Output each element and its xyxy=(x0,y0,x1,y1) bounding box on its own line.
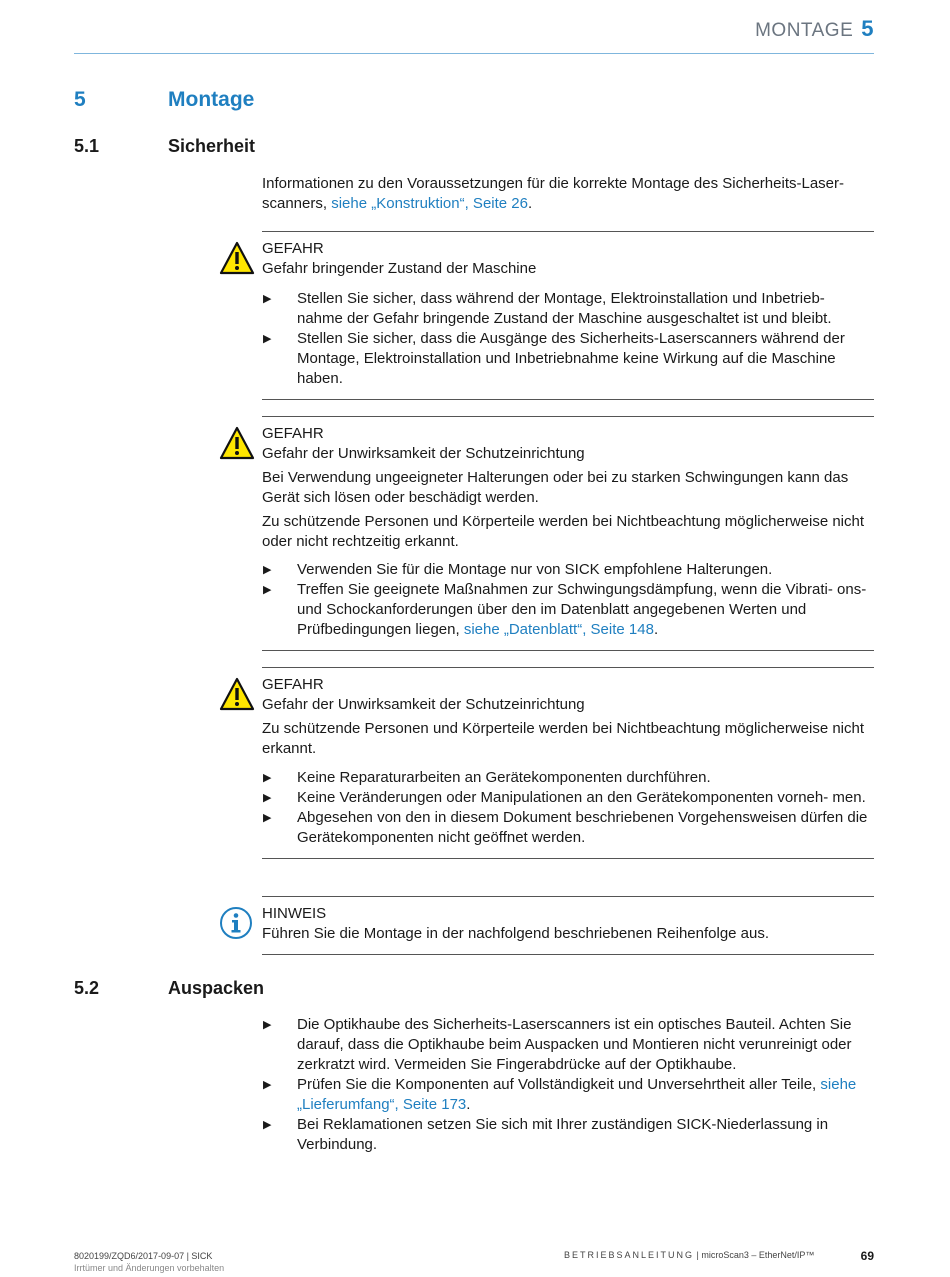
info-notice xyxy=(262,896,874,955)
list-item: ▶ Die Optikhaube des Sicherheits-Laserscanners ist ein optisches Bauteil. Achten Sie darauf, dass die Optikhaube beim Auspacken und Montieren nicht verunreinigt oder zerkratzt wird. Vermeiden Sie Fingerabdrücke auf der Optikhaube. xyxy=(262,1015,874,1075)
section-title: Sicherheit xyxy=(168,136,256,156)
signal-word: GEFAHR xyxy=(262,240,324,257)
section-title: Auspacken xyxy=(168,978,265,998)
list-item: ▶ Abgesehen von den in diesem Dokument beschriebenen Vorgehensweisen dürfen die Gerätekomponenten nicht geöffnet werden. xyxy=(262,808,874,848)
notice-subtitle: Gefahr bringender Zustand der Maschine xyxy=(262,260,537,277)
section-5-1-heading xyxy=(74,136,256,157)
notice-list xyxy=(262,560,874,640)
list-item-text: Treffen Sie geeignete Maßnahmen zur Schwingungsdämpfung, wenn die Vibrati- ons- und Schockanforderungen über den im Datenblatt angegebenen Werten und Prüfbedingungen liegen, xyxy=(297,581,867,638)
warning-triangle-icon xyxy=(219,677,255,711)
list-item: ▶ Keine Reparaturarbeiten an Gerätekomponenten durchführen. xyxy=(262,768,874,788)
section-number: 5.2 xyxy=(74,978,100,998)
list-item: ▶ Verwenden Sie für die Montage nur von SICK empfohlene Halterungen. xyxy=(262,560,874,580)
info-circle-icon xyxy=(219,906,255,940)
danger-notice-3 xyxy=(262,667,874,859)
footer-doc-id: 8020199/ZQD6/2017-09-07 | SICK xyxy=(74,1251,213,1261)
section-5-2-heading xyxy=(74,978,265,999)
signal-word: GEFAHR xyxy=(262,676,324,693)
footer-disclaimer: Irrtümer und Änderungen vorbehalten xyxy=(74,1263,225,1273)
warning-triangle-icon xyxy=(219,426,255,460)
notice-paragraph: Bei Verwendung ungeeigneter Halterungen oder bei zu starken Schwingungen kann das Gerät sich lösen oder beschädigt werden. xyxy=(262,469,849,506)
section-number: 5 xyxy=(74,88,86,111)
list-item: ▶ Stellen Sie sicher, dass während der Montage, Elektroinstallation und Inbetrieb- nahme der Gefahr bringende Zustand der Maschine ausgeschaltet ist und bleibt. xyxy=(262,289,874,329)
notice-subtitle: Gefahr der Unwirksamkeit der Schutzeinrichtung xyxy=(262,445,585,462)
running-header xyxy=(755,16,874,42)
footer-product: | microScan3 – EtherNet/IP™ xyxy=(694,1250,815,1260)
footer-center xyxy=(564,1250,814,1260)
list-item: ▶ Keine Veränderungen oder Manipulationen an den Gerätekomponenten vorneh- men. xyxy=(262,788,874,808)
unpacking-list xyxy=(262,1015,874,1155)
intro-paragraph xyxy=(262,174,874,214)
list-item: ▶ Stellen Sie sicher, dass die Ausgänge des Sicherheits-Laserscanners während der Montage, Elektroinstallation und Inbetriebnahme keine Wirkung auf die Maschine haben. xyxy=(262,329,874,389)
link-lieferumfang[interactable]: siehe „Lieferumfang“, Seite 173 xyxy=(297,1076,857,1113)
intro-text: Informationen zu den Voraussetzungen für die korrekte Montage des Sicherheits-Laser- scanners, xyxy=(262,175,844,212)
list-item: ▶ Bei Reklamationen setzen Sie sich mit Ihrer zuständigen SICK-Niederlassung in Verbindung. xyxy=(262,1115,874,1155)
unpacking-list-block xyxy=(262,1015,874,1155)
page-number: 69 xyxy=(860,1249,874,1263)
signal-word: HINWEIS xyxy=(262,905,327,922)
running-header-label: MONTAGE xyxy=(755,20,854,41)
link-datenblatt[interactable]: siehe „Datenblatt“, Seite 148 xyxy=(463,621,654,638)
notice-paragraph: Zu schützende Personen und Körperteile werden bei Nichtbeachtung möglicherweise nicht oder nicht rechtzeitig erkannt. xyxy=(262,513,865,550)
signal-word: GEFAHR xyxy=(262,425,324,442)
section-number: 5.1 xyxy=(74,136,100,156)
list-item xyxy=(262,580,874,640)
running-header-number: 5 xyxy=(861,16,874,41)
list-item-text: Prüfen Sie die Komponenten auf Vollständigkeit und Unversehrtheit aller Teile, xyxy=(297,1076,821,1093)
footer-left xyxy=(74,1250,224,1274)
header-rule xyxy=(74,53,874,54)
notice-paragraph: Zu schützende Personen und Körperteile werden bei Nichtbeachtung möglicherweise nicht erkannt. xyxy=(262,720,865,757)
section-title: Montage xyxy=(168,88,255,111)
link-konstruktion[interactable]: siehe „Konstruktion“, Seite 26 xyxy=(331,195,528,212)
footer-doc-type: BETRIEBSANLEITUNG xyxy=(564,1250,695,1260)
notice-subtitle: Gefahr der Unwirksamkeit der Schutzeinrichtung xyxy=(262,696,585,713)
warning-triangle-icon xyxy=(219,241,255,275)
list-item xyxy=(262,1075,874,1115)
notice-list xyxy=(262,289,874,389)
notice-list xyxy=(262,768,874,848)
notice-text: Führen Sie die Montage in der nachfolgend beschriebenen Reihenfolge aus. xyxy=(262,925,770,942)
section-5-heading xyxy=(74,88,255,112)
list-item-end: . xyxy=(653,621,659,638)
danger-notice-2 xyxy=(262,416,874,651)
intro-end: . xyxy=(527,195,533,212)
danger-notice-1 xyxy=(262,231,874,400)
list-item-end: . xyxy=(466,1096,471,1113)
